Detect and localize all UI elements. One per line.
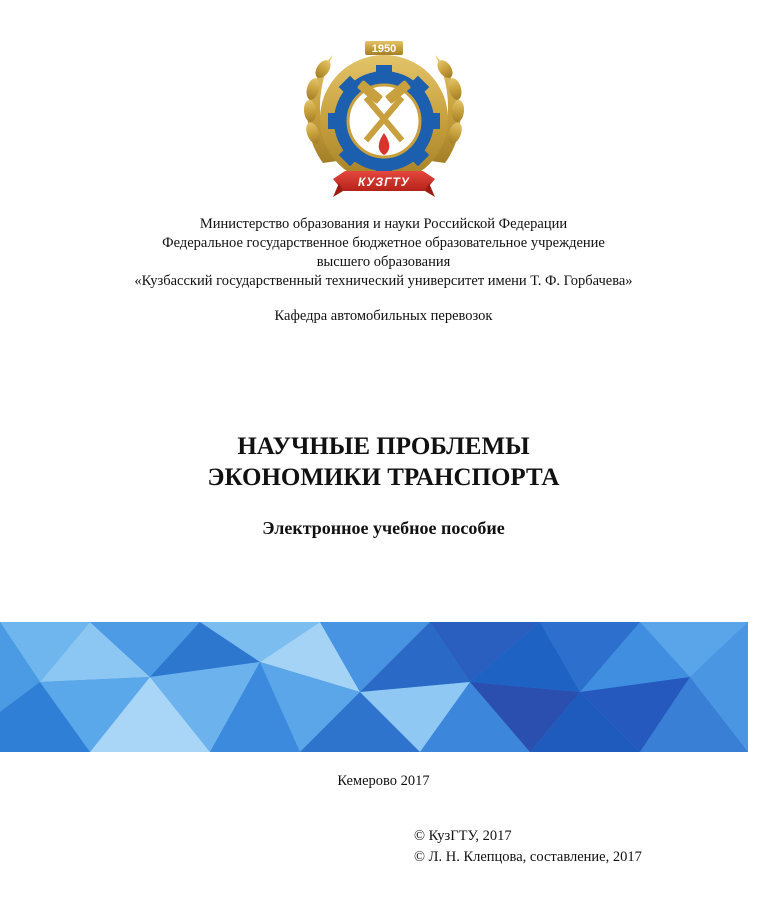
university-name-line: «Кузбасский государственный технический университет имени Т. Ф. Горбачева» xyxy=(134,273,633,289)
university-emblem-logo xyxy=(293,33,475,209)
decorative-polygon-banner xyxy=(0,622,748,752)
logo-year: 1950 xyxy=(371,43,397,55)
title-line-1: НАУЧНЫЕ ПРОБЛЕМЫ xyxy=(237,433,530,460)
copyright-line-1: © КузГТУ, 2017 xyxy=(414,828,512,844)
department-name: Кафедра автомобильных перевозок xyxy=(274,308,493,324)
copyright-line-2: © Л. Н. Клепцова, составление, 2017 xyxy=(414,849,642,865)
institution-type-line: Федеральное государственное бюджетное образовательное учреждение xyxy=(162,235,605,251)
logo-ribbon-text: КУЗГТУ xyxy=(358,175,410,189)
document-subtitle: Электронное учебное пособие xyxy=(262,518,505,538)
title-line-2: ЭКОНОМИКИ ТРАНСПОРТА xyxy=(207,464,560,491)
city-and-year: Кемерово 2017 xyxy=(337,773,430,789)
education-level-line: высшего образования xyxy=(316,254,451,270)
institution-header xyxy=(0,215,767,291)
copyright-block xyxy=(414,826,642,868)
document-title xyxy=(0,431,767,493)
ministry-line: Министерство образования и науки Российской Федерации xyxy=(199,216,568,232)
